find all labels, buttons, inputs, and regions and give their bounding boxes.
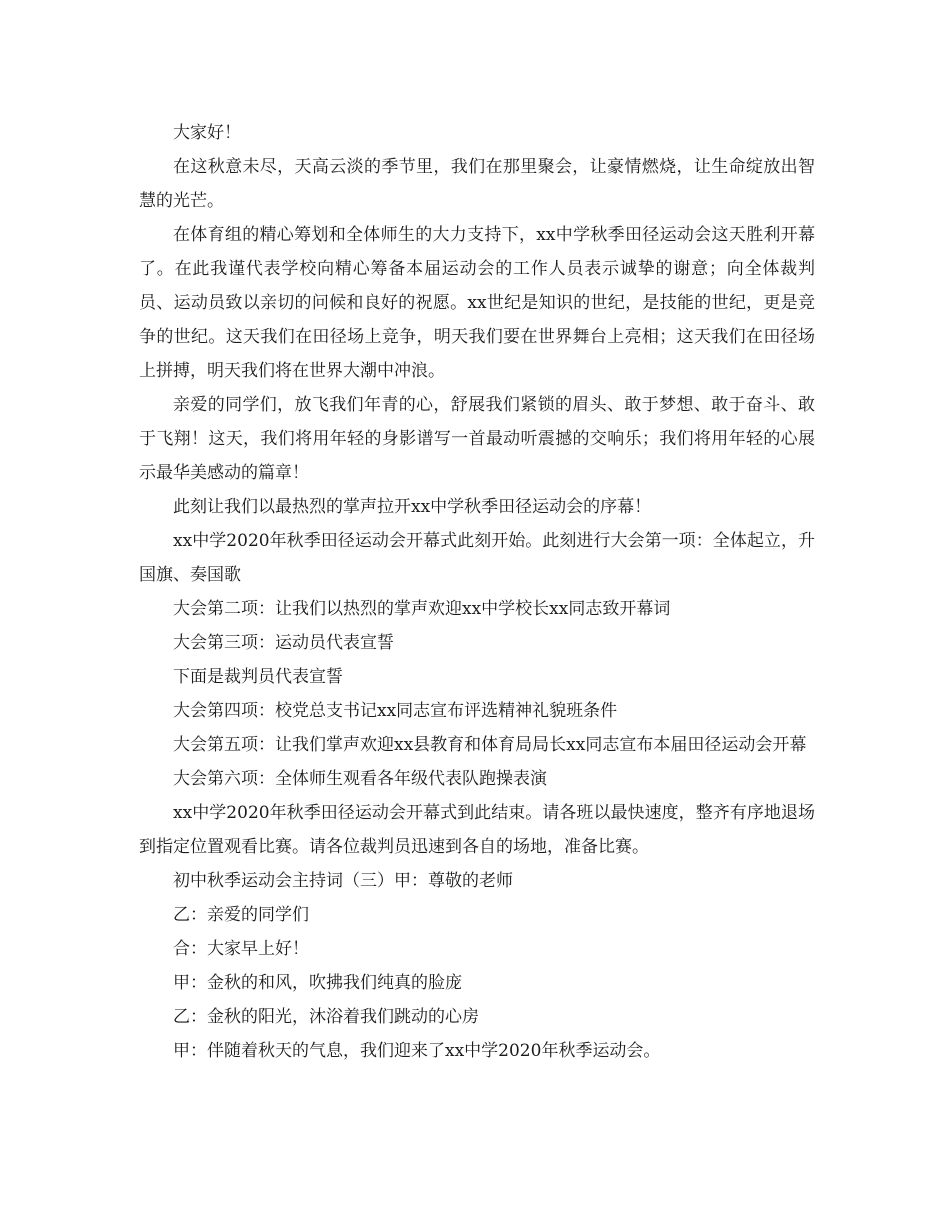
paragraph: 在体育组的精心筹划和全体师生的大力支持下，xx中学秋季田径运动会这天胜利开幕了。在此我谨代表学校向精心筹备本届运动会的工作人员表示诚挚的谢意；向全体裁判员、运动员致以亲切的问候和良好的祝愿。xx世纪是知识的世纪，是技能的世纪，更是竞争的世纪。这天我们在田径场上竞争，明天我们要在世界舞台上亮相；这天我们在田径场上拼搏，明天我们将在世界大潮中冲浪。: [139, 225, 815, 381]
paragraph: 乙：亲爱的同学们: [173, 905, 309, 925]
paragraph: 大会第二项：让我们以热烈的掌声欢迎xx中学校长xx同志致开幕词: [173, 599, 671, 619]
document-body: [139, 116, 815, 1068]
paragraph: 初中秋季运动会主持词（三）甲：尊敬的老师: [173, 871, 513, 891]
paragraph: xx中学2020年秋季田径运动会开幕式到此结束。请各班以最快速度，整齐有序地退场到指定位置观看比赛。请各位裁判员迅速到各自的场地，准备比赛。: [139, 803, 815, 857]
paragraph: 下面是裁判员代表宣誓: [173, 667, 343, 687]
paragraph: 乙：金秋的阳光，沐浴着我们跳动的心房: [173, 1007, 479, 1027]
paragraph: 此刻让我们以最热烈的掌声拉开xx中学秋季田径运动会的序幕！: [173, 497, 652, 517]
paragraph: 合：大家早上好！: [173, 939, 309, 959]
paragraph: 在这秋意未尽，天高云淡的季节里，我们在那里聚会，让豪情燃烧，让生命绽放出智慧的光芒。: [139, 157, 815, 211]
paragraph: xx中学2020年秋季田径运动会开幕式此刻开始。此刻进行大会第一项：全体起立，升国旗、奏国歌: [139, 531, 815, 585]
paragraph: 大会第四项：校党总支书记xx同志宣布评选精神礼貌班条件: [173, 701, 618, 721]
paragraph: 甲：金秋的和风，吹拂我们纯真的脸庞: [173, 973, 462, 993]
paragraph: 甲：伴随着秋天的气息，我们迎来了xx中学2020年秋季运动会。: [173, 1041, 661, 1061]
paragraph: 大会第三项：运动员代表宣誓: [173, 633, 394, 653]
paragraph: 大会第六项：全体师生观看各年级代表队跑操表演: [173, 769, 547, 789]
paragraph: 大家好！: [173, 123, 241, 143]
paragraph: 亲爱的同学们，放飞我们年青的心，舒展我们紧锁的眉头、敢于梦想、敢于奋斗、敢于飞翔！这天，我们将用年轻的身影谱写一首最动听震撼的交响乐；我们将用年轻的心展示最华美感动的篇章！: [139, 395, 815, 483]
paragraph: 大会第五项：让我们掌声欢迎xx县教育和体育局局长xx同志宣布本届田径运动会开幕: [173, 735, 807, 755]
